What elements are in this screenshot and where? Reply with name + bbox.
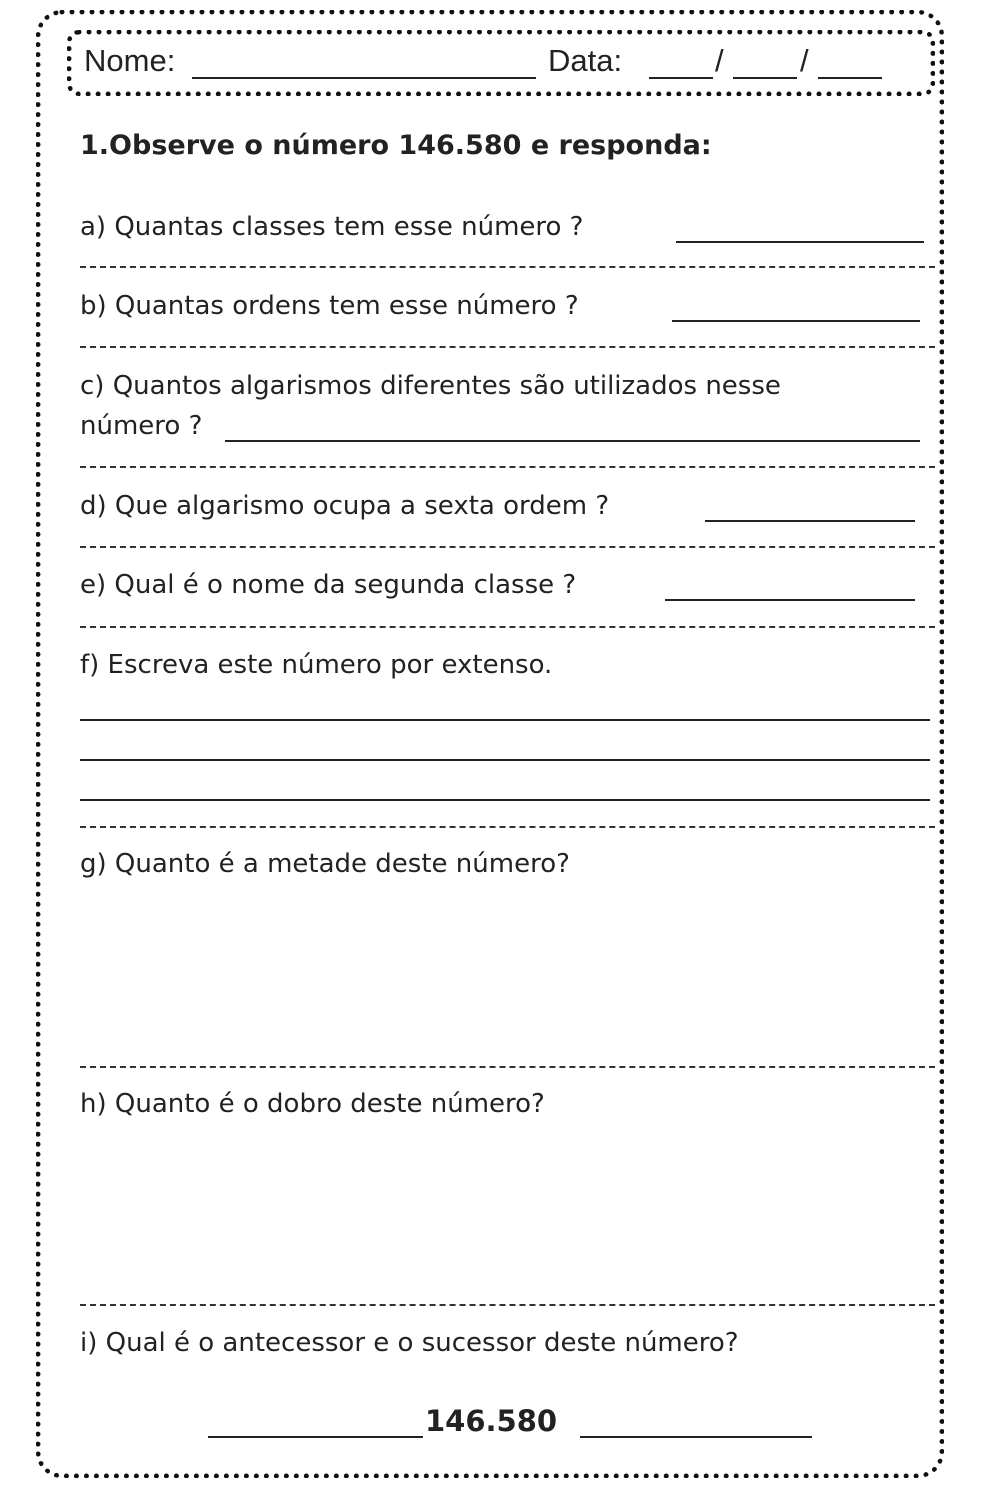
date-day-field[interactable] xyxy=(649,77,713,79)
divider xyxy=(80,466,935,468)
date-label: Data: xyxy=(548,43,623,78)
date-slash: / xyxy=(800,43,809,78)
given-number: 146.580 xyxy=(425,1404,558,1438)
header-box xyxy=(67,30,935,96)
date-month-field[interactable] xyxy=(733,77,797,79)
divider xyxy=(80,1304,935,1306)
answer-line-d[interactable] xyxy=(705,520,915,522)
question-h: h) Quanto é o dobro deste número? xyxy=(80,1089,545,1119)
name-label: Nome: xyxy=(84,43,176,78)
question-f: f) Escreva este número por extenso. xyxy=(80,650,553,680)
answer-line-e[interactable] xyxy=(665,599,915,601)
answer-line-f[interactable] xyxy=(80,759,930,761)
question-a: a) Quantas classes tem esse número ? xyxy=(80,212,584,242)
question-e: e) Qual é o nome da segunda classe ? xyxy=(80,570,577,600)
divider xyxy=(80,546,935,548)
exercise-title: 1.Observe o número 146.580 e responda: xyxy=(80,130,712,161)
divider xyxy=(80,346,935,348)
answer-line-b[interactable] xyxy=(672,320,920,322)
successor-field[interactable] xyxy=(580,1436,812,1438)
answer-line-f[interactable] xyxy=(80,799,930,801)
date-slash: / xyxy=(715,43,724,78)
question-g: g) Quanto é a metade deste número? xyxy=(80,849,570,879)
date-year-field[interactable] xyxy=(818,77,882,79)
predecessor-field[interactable] xyxy=(208,1436,423,1438)
divider xyxy=(80,1066,935,1068)
divider xyxy=(80,826,935,828)
answer-line-f[interactable] xyxy=(80,719,930,721)
question-d: d) Que algarismo ocupa a sexta ordem ? xyxy=(80,491,610,521)
question-c: c) Quantos algarismos diferentes são utilizados nesse xyxy=(80,371,781,401)
name-field[interactable] xyxy=(192,77,536,79)
divider xyxy=(80,626,935,628)
divider xyxy=(80,266,935,268)
answer-line-a[interactable] xyxy=(676,241,924,243)
answer-line-c[interactable] xyxy=(225,440,920,442)
question-b: b) Quantas ordens tem esse número ? xyxy=(80,291,579,321)
question-i: i) Qual é o antecessor e o sucessor deste número? xyxy=(80,1328,739,1358)
question-c-continued: número ? xyxy=(80,411,203,441)
